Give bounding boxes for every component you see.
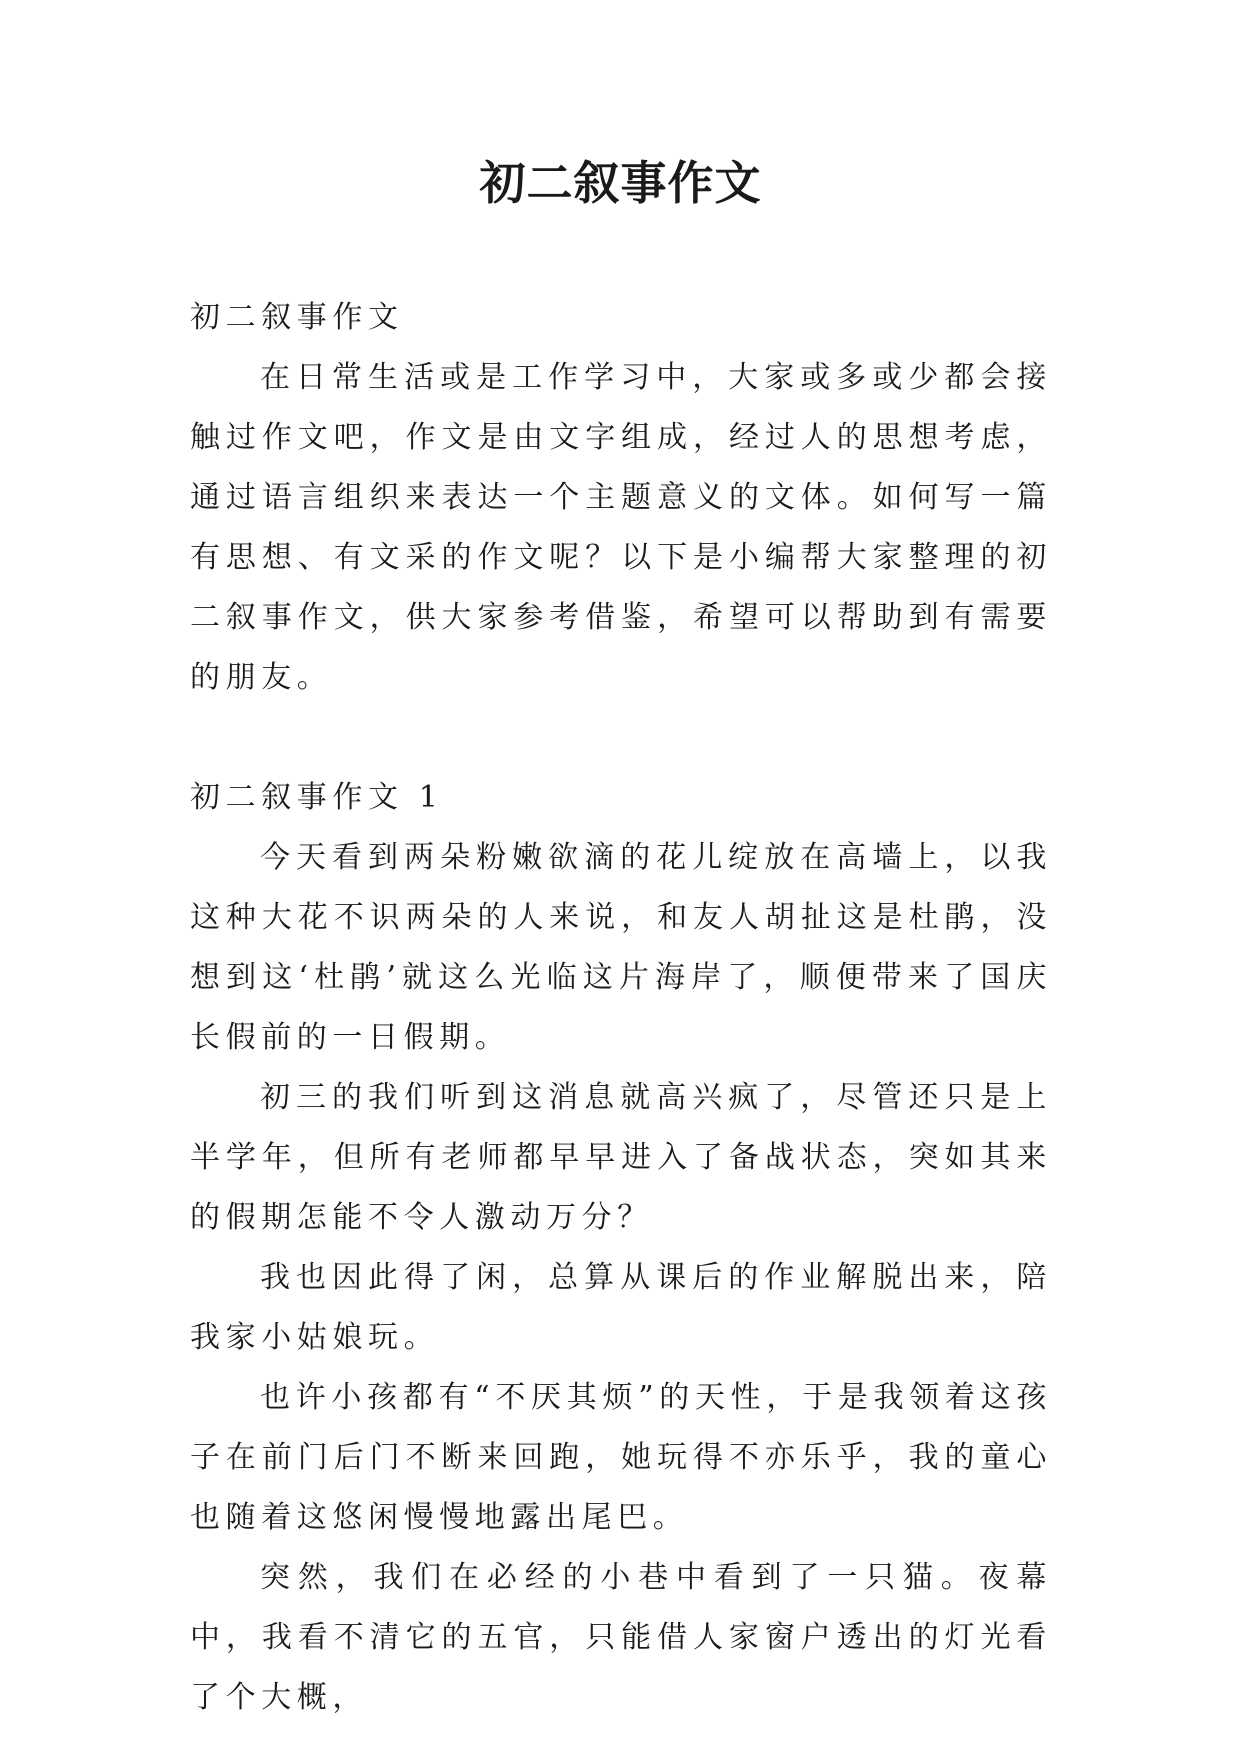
section-spacer: [190, 708, 1052, 768]
essay-paragraph: 我也因此得了闲，总算从课后的作业解脱出来，陪我家小姑娘玩。: [190, 1260, 1052, 1355]
essay-paragraph: 今天看到两朵粉嫩欲滴的花儿绽放在高墙上，以我这种大花不识两朵的人来说，和友人胡扯这是杜鹃，没想到这‘杜鹃’就这么光临这片海岸了，顺便带来了国庆长假前的一日假期。: [190, 840, 1052, 1055]
document-body: [190, 288, 1052, 1728]
intro-heading: 初二叙事作文: [190, 300, 404, 335]
essay-paragraph: 突然，我们在必经的小巷中看到了一只猫。夜幕中，我看不清它的五官，只能借人家窗户透出的灯光看了个大概，: [190, 1560, 1052, 1715]
document-title: 初二叙事作文: [479, 156, 762, 210]
intro-paragraph: 在日常生活或是工作学习中，大家或多或少都会接触过作文吧，作文是由文字组成，经过人的思想考虑，通过语言组织来表达一个主题意义的文体。如何写一篇有思想、有文采的作文呢？以下是小编帮大家整理的初二叙事作文，供大家参考借鉴，希望可以帮助到有需要的朋友。: [190, 360, 1052, 695]
essay-paragraph: 也许小孩都有“不厌其烦”的天性，于是我领着这孩子在前门后门不断来回跑，她玩得不亦乐乎，我的童心也随着这悠闲慢慢地露出尾巴。: [190, 1380, 1052, 1535]
essay-paragraph: 初三的我们听到这消息就高兴疯了，尽管还只是上半学年，但所有老师都早早进入了备战状态，突如其来的假期怎能不令人激动万分？: [190, 1080, 1052, 1235]
essay-heading: 初二叙事作文 1: [190, 780, 444, 815]
